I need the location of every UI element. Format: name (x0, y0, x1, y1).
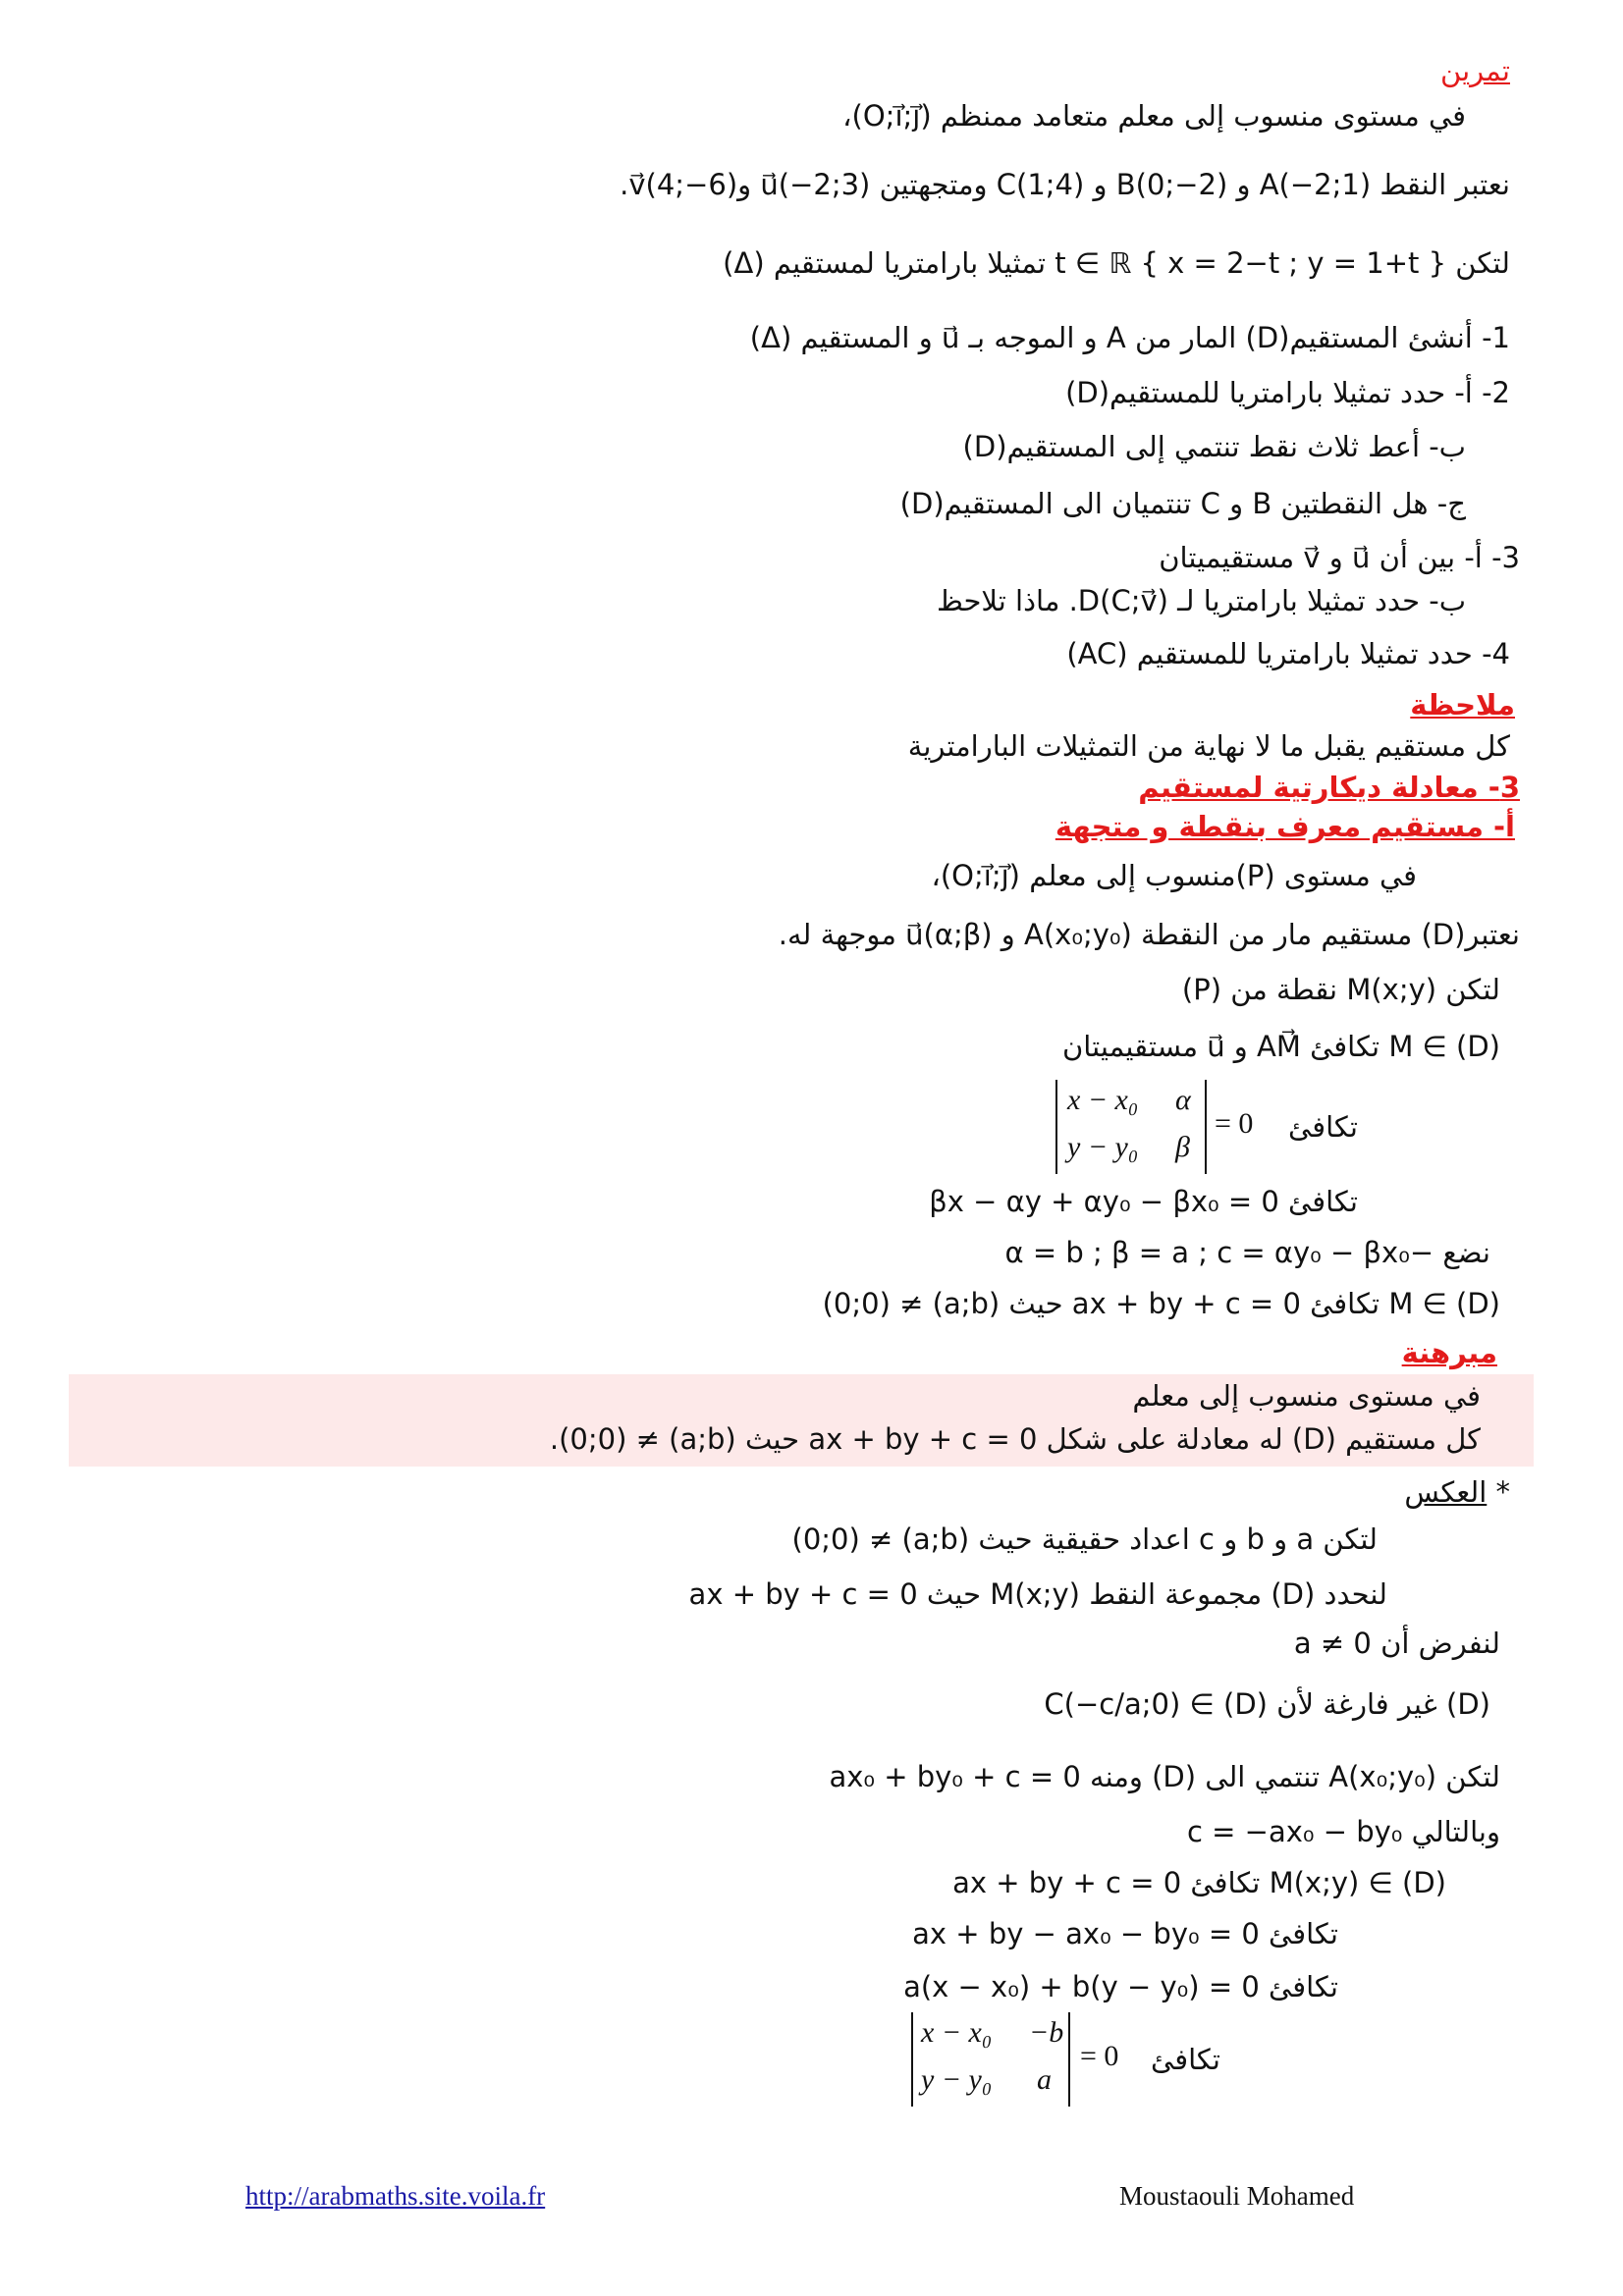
question-3a: 3- أ- بين أن u⃗ و v⃗ مستقيميتان (1159, 541, 1520, 574)
question-4: 4- حدد تمثيلا بارامتريا للمستقيم (AC) (1066, 637, 1510, 670)
section-line-1: في مستوى (P)منسوب إلى معلم (O;i⃗;j⃗)، (931, 859, 1417, 892)
note-text: كل مستقيم يقبل ما لا نهاية من التمثيلات البارامترية (907, 729, 1510, 763)
exercise-title: تمرين (1440, 54, 1510, 87)
exercise-line-3: لتكن t ∈ ℝ { x = 2−t ; y = 1+t } تمثيلا بارامتريا لمستقيم (Δ) (723, 246, 1510, 280)
exercise-line-1: في مستوى منسوب إلى معلم متعامد ممنظم (O;i⃗;j⃗)، (842, 99, 1466, 133)
converse-star: * (1495, 1475, 1510, 1509)
exercise-line-2: نعتبر النقط A(−2;1) و B(0;−2) و C(1;4) ومتجهتين u⃗(−2;3) وv⃗(4;−6). (620, 168, 1510, 201)
det-rhs: = 0 (1080, 2040, 1119, 2072)
converse-line-6: وبالتالي c = −ax₀ − by₀ (1186, 1815, 1500, 1848)
section-line-4: M ∈ (D) تكافئ AM⃗ و u⃗ مستقيميتان (1062, 1030, 1500, 1063)
converse-line-5: لتكن A(x₀;y₀) تنتمي الى (D) ومنه ax₀ + by₀ + c = 0 (829, 1760, 1500, 1793)
determinant-2 (911, 2012, 1137, 2107)
det-cell: a (1037, 2063, 1052, 2096)
theorem-line-1: في مستوى منسوب إلى معلم (1132, 1379, 1481, 1413)
det-bar-right (1068, 2012, 1070, 2107)
converse-line-9: تكافئ a(x − x₀) + b(y − y₀) = 0 (903, 1970, 1338, 2003)
section-line-3: لتكن M(x;y) نقطة من (P) (1181, 973, 1500, 1006)
det-cell: α (1175, 1084, 1191, 1116)
converse-line-3: لنفرض أن a ≠ 0 (1293, 1627, 1500, 1660)
converse-title: العكس (1404, 1475, 1488, 1509)
footer-link[interactable]: http://arabmaths.site.voila.fr (245, 2181, 546, 2211)
converse-line-4: (D) غير فارغة لأن C(−c/a;0) ∈ (D) (1044, 1687, 1490, 1721)
converse-line-7: M(x;y) ∈ (D) تكافئ ax + by + c = 0 (952, 1866, 1446, 1899)
det-rhs: = 0 (1215, 1107, 1254, 1140)
det-cell: x − x₀ (1067, 1084, 1139, 1116)
footer-author: Moustaouli Mohamed (1119, 2181, 1355, 2211)
question-3b: ب- حدد تمثيلا بارامتريا لـ D(C;v⃗). ماذا تلاحظ (936, 584, 1466, 617)
det-bar-left (1055, 1080, 1057, 1174)
determinant-1 (1055, 1080, 1281, 1174)
det-cell: x − x₀ (921, 2016, 993, 2049)
question-2c: ج- هل النقطتين B و C تنتميان الى المستقيم(D) (899, 487, 1466, 520)
converse-line-1: لتكن a و b و c اعداد حقيقية حيث (a;b) ≠ (0;0) (791, 1522, 1378, 1556)
theorem-line-2: كل مستقيم (D) له معادلة على شكل ax + by + c = 0 حيث (a;b) ≠ (0;0). (549, 1422, 1481, 1456)
section-subtitle: أ- مستقيم معرف بنقطة و متجهة (1055, 810, 1515, 843)
det-bar-right (1205, 1080, 1207, 1174)
converse-line-8: تكافئ ax + by − ax₀ − by₀ = 0 (912, 1917, 1338, 1950)
question-2b: ب- أعط ثلاث نقط تنتمي إلى المستقيم(D) (962, 430, 1466, 463)
converse-line-2: لنحدد (D) مجموعة النقط M(x;y) حيث ax + by + c = 0 (688, 1577, 1387, 1611)
det-cell: −b (1029, 2016, 1064, 2049)
section-line-8: M ∈ (D) تكافئ ax + by + c = 0 حيث (a;b) ≠ (0;0) (822, 1287, 1500, 1320)
section-line-7: نضع −α = b ; β = a ; c = αy₀ − βx₀ (1004, 1236, 1490, 1269)
converse-heading (0, 1472, 1623, 1512)
theorem-title: مبرهنة (1401, 1336, 1497, 1369)
section-line-6: تكافئ βx − αy + αy₀ − βx₀ = 0 (929, 1185, 1358, 1218)
det-cell: y − y₀ (1067, 1131, 1139, 1163)
section-title: 3- معادلة ديكارتية لمستقيم (1138, 771, 1520, 804)
question-2a: 2- أ- حدد تمثيلا بارامتريا للمستقيم(D) (1065, 376, 1510, 409)
det-cell: β (1175, 1131, 1190, 1163)
det-bar-left (911, 2012, 913, 2107)
det-cell: y − y₀ (921, 2063, 993, 2096)
equivalence-label-1: تكافئ (1288, 1110, 1358, 1144)
note-title: ملاحظة (1410, 688, 1515, 721)
section-line-2: نعتبر(D) مستقيم مار من النقطة A(x₀;y₀) و u⃗(α;β) موجهة له. (778, 918, 1520, 951)
question-1: 1- أنشئ المستقيم(D) المار من A و الموجه بـ u⃗ و المستقيم (Δ) (749, 321, 1510, 354)
equivalence-label-2: تكافئ (1151, 2043, 1220, 2076)
